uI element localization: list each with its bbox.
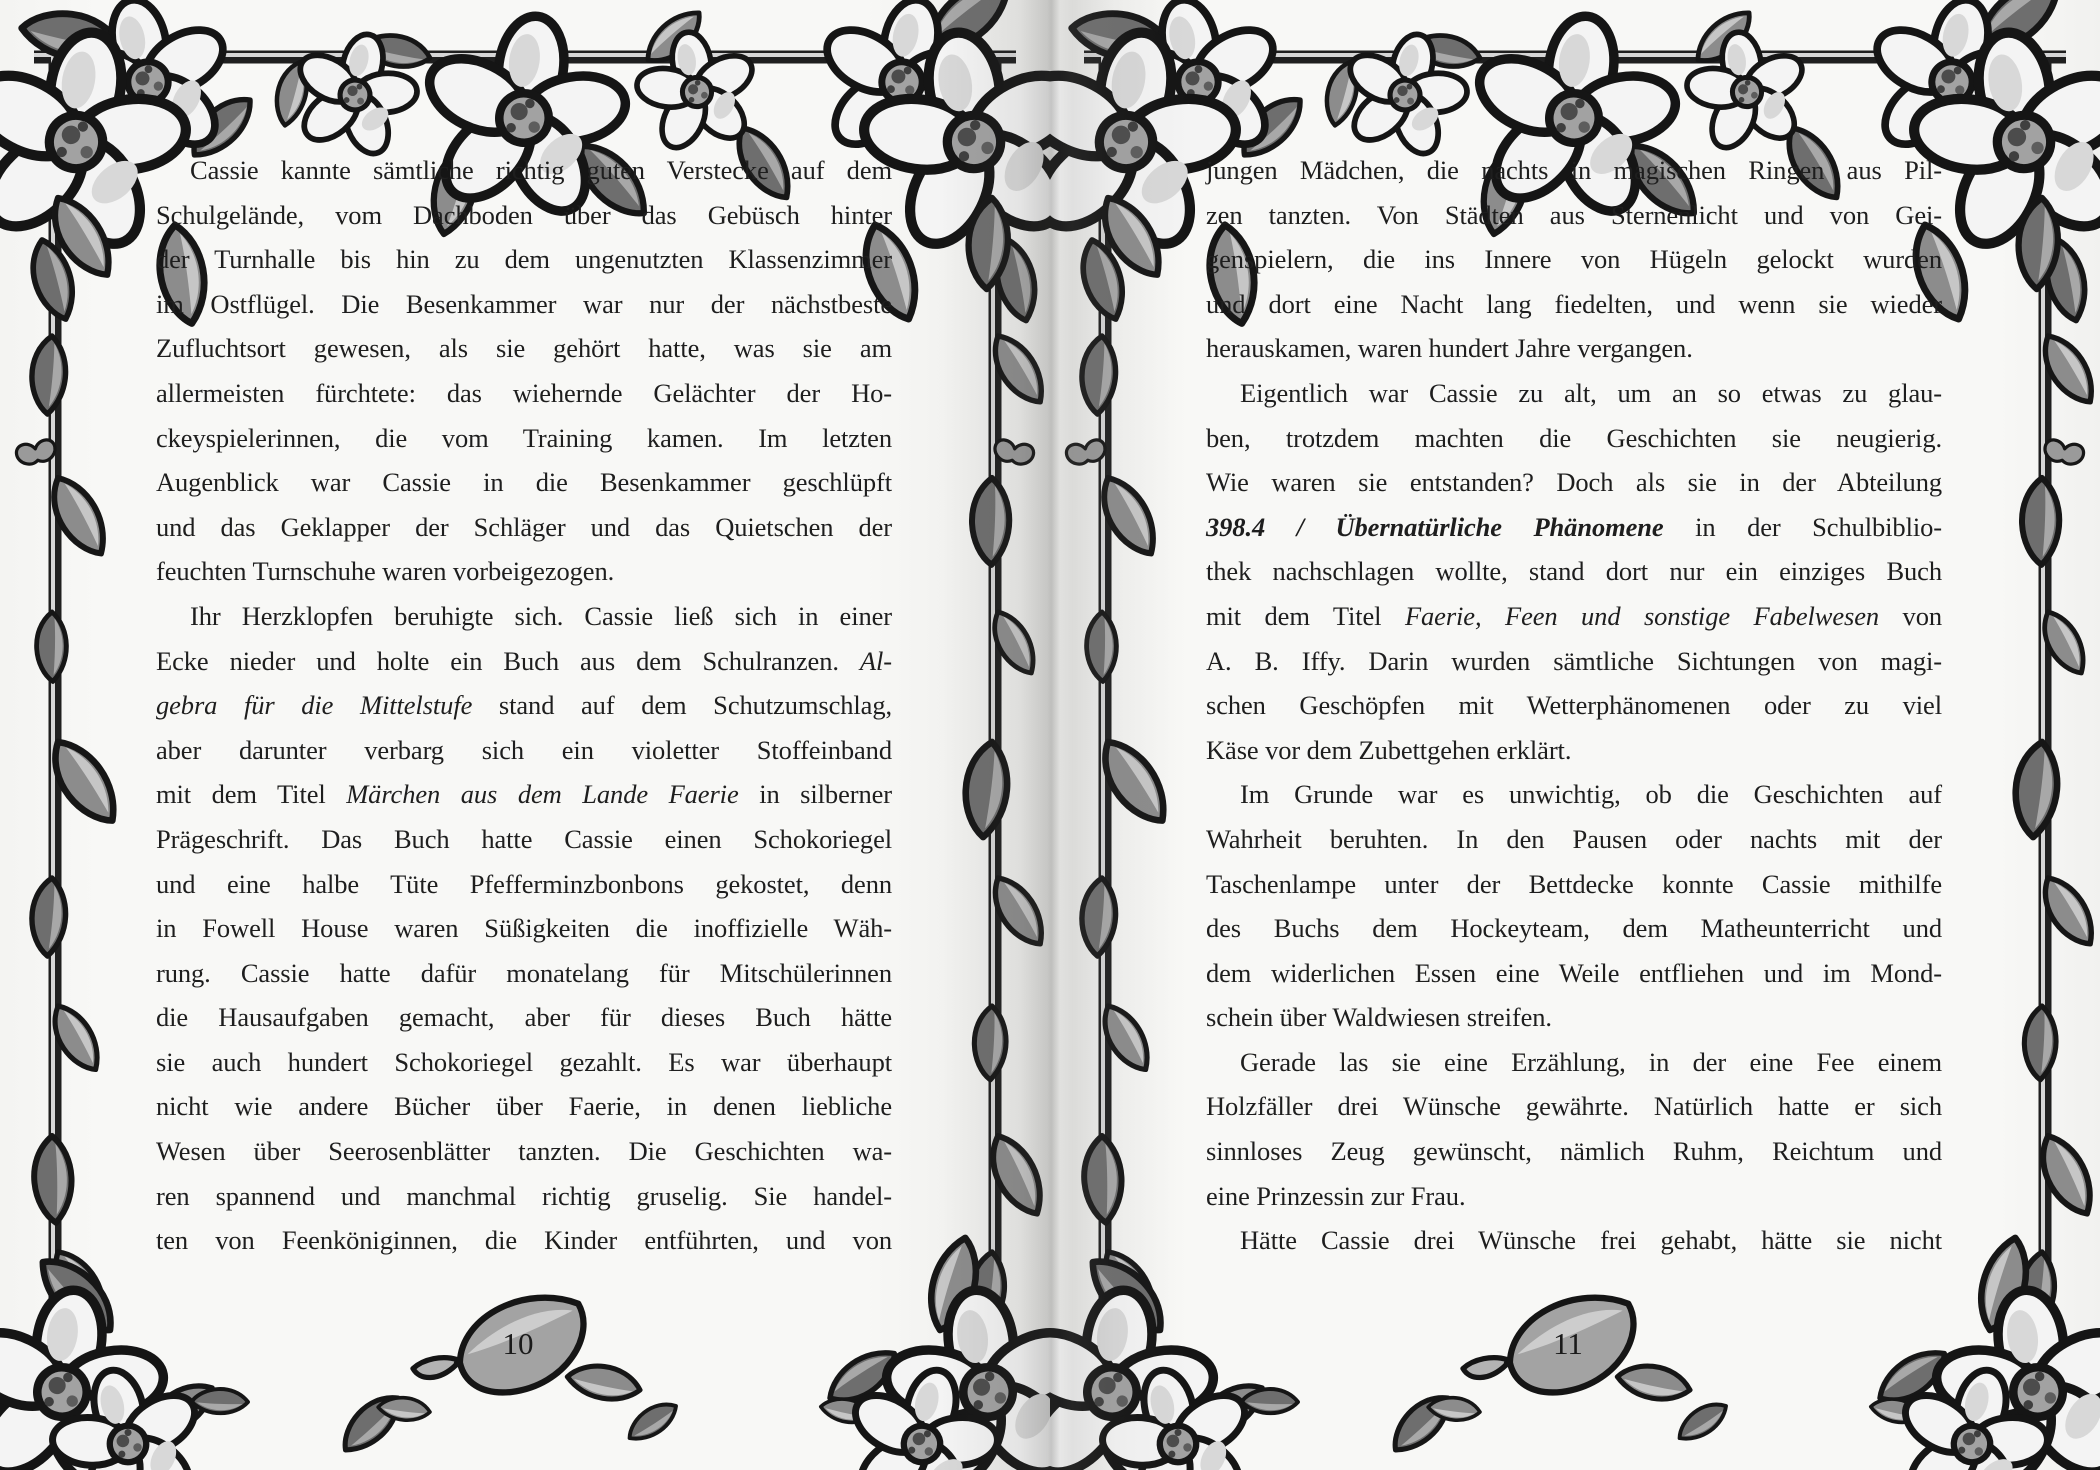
text-line	[156, 460, 892, 505]
text-line	[156, 416, 892, 461]
text-segment: feuchten Turnschuhe waren vorbeigezogen.	[156, 556, 615, 587]
text-line	[1206, 1040, 1942, 1085]
text-line	[156, 683, 892, 728]
text-line	[156, 148, 892, 193]
text-line	[1206, 326, 1942, 371]
text-segment: Wahrheit beruhten. In den Pausen oder nachts mit der	[1206, 823, 1942, 854]
text-segment: ten von Feenköniginnen, die Kinder entführten, und von	[156, 1225, 892, 1256]
text-segment: Al-	[859, 645, 892, 676]
text-segment: stand auf dem Schutzumschlag,	[472, 690, 892, 721]
text-line	[1206, 906, 1942, 951]
text-segment: schein über Waldwiesen streifen.	[1206, 1002, 1552, 1033]
text-line	[1206, 817, 1942, 862]
text-line	[1206, 951, 1942, 996]
text-segment: Ecke nieder und holte ein Buch aus dem Schulranzen.	[156, 645, 860, 676]
text-segment: und eine halbe Tüte Pfefferminzbonbons gekostet, denn	[156, 868, 892, 899]
text-line	[156, 817, 892, 862]
text-segment: Zufluchtsort gewesen, als sie gehört hatte, was sie am	[156, 333, 892, 364]
text-segment: genspielern, die ins Innere von Hügeln gelockt wurden	[1206, 244, 1942, 275]
text-line	[1206, 148, 1942, 193]
text-segment: Gerade las sie eine Erzählung, in der eine Fee einem	[1240, 1046, 1942, 1077]
text-line	[156, 371, 892, 416]
text-line	[156, 505, 892, 550]
text-segment: Holzfäller drei Wünsche gewährte. Natürlich hatte er sich	[1206, 1091, 1942, 1122]
text-line	[1206, 862, 1942, 907]
text-segment: des Buchs dem Hockeyteam, dem Matheunterricht und	[1206, 913, 1942, 944]
text-segment: ckeyspielerinnen, die vom Training kamen. Im letzten	[156, 422, 892, 453]
text-line	[1206, 505, 1942, 550]
text-segment: Taschenlampe unter der Bettdecke konnte Cassie mithilfe	[1206, 868, 1942, 899]
text-line	[156, 237, 892, 282]
text-segment: der Turnhalle bis hin zu dem ungenutzten Klassenzimmer	[156, 244, 892, 275]
text-segment: in silberner	[738, 779, 892, 810]
text-line	[1206, 237, 1942, 282]
text-segment: eine Prinzessin zur Frau.	[1206, 1180, 1466, 1211]
text-line	[156, 549, 892, 594]
text-line	[156, 862, 892, 907]
text-segment: von	[1879, 600, 1942, 631]
text-segment: im Ostflügel. Die Besenkammer war nur der nächstbeste	[156, 288, 892, 319]
text-segment: Augenblick war Cassie in die Besenkammer geschlüpft	[156, 467, 892, 498]
text-line	[156, 906, 892, 951]
text-line	[1206, 371, 1942, 416]
page-number: 11	[1553, 1326, 1583, 1361]
text-line	[1206, 728, 1942, 773]
text-segment: Faerie, Feen und sonstige Fabelwesen	[1404, 600, 1880, 631]
text-line	[1206, 1129, 1942, 1174]
text-segment: Wie waren sie entstanden? Doch als sie in der Abteilung	[1206, 467, 1942, 498]
text-segment: nicht wie andere Bücher über Faerie, in denen liebliche	[156, 1091, 892, 1122]
text-line	[156, 282, 892, 327]
text-line	[1206, 1174, 1942, 1219]
text-line	[1206, 772, 1942, 817]
text-line	[1206, 549, 1942, 594]
text-line	[1206, 282, 1942, 327]
text-segment: die Hausaufgaben gemacht, aber für dieses Buch hätte	[156, 1002, 892, 1033]
text-segment: Käse vor dem Zubettgehen erklärt.	[1206, 734, 1572, 765]
text-line	[156, 772, 892, 817]
text-line	[156, 1174, 892, 1219]
text-segment: Märchen aus dem Lande Faerie	[346, 779, 739, 810]
text-segment: thek nachschlagen wollte, stand dort nur ein einziges Buch	[1206, 556, 1942, 587]
text-segment: Schulgelände, vom Dachboden über das Gebüsch hinter	[156, 199, 892, 230]
text-segment: herauskamen, waren hundert Jahre vergangen.	[1206, 333, 1693, 364]
text-line	[1206, 639, 1942, 684]
text-line	[1206, 683, 1942, 728]
text-line	[156, 728, 892, 773]
text-line	[1206, 416, 1942, 461]
page-number: 10	[502, 1326, 534, 1361]
text-segment: in der Schulbiblio-	[1663, 511, 1942, 542]
text-segment: Im Grunde war es unwichtig, ob die Geschichten auf	[1240, 779, 1942, 810]
text-segment: ben, trotzdem machten die Geschichten sie neugierig.	[1206, 422, 1942, 453]
text-line	[1206, 460, 1942, 505]
text-line	[156, 995, 892, 1040]
text-segment: aber darunter verbarg sich ein violetter Stoffeinband	[156, 734, 892, 765]
text-line	[156, 1084, 892, 1129]
text-segment: Ihr Herzklopfen beruhigte sich. Cassie ließ sich in einer	[190, 600, 892, 631]
text-block	[1206, 148, 1942, 1263]
text-segment: ren spannend und manchmal richtig gruselig. Sie handel-	[156, 1180, 892, 1211]
text-segment: schen Geschöpfen mit Wetterphänomenen oder zu viel	[1206, 690, 1942, 721]
text-line	[156, 1040, 892, 1085]
text-segment: Cassie kannte sämtliche richtig guten Verstecke auf dem	[190, 155, 892, 185]
text-line	[1206, 1218, 1942, 1263]
text-segment: sie auch hundert Schokoriegel gezahlt. Es war überhaupt	[156, 1046, 892, 1077]
text-segment: und das Geklapper der Schläger und das Quietschen der	[156, 511, 892, 542]
text-line	[156, 594, 892, 639]
text-line	[156, 193, 892, 238]
text-segment: Eigentlich war Cassie zu alt, um an so etwas zu glau-	[1240, 377, 1942, 408]
text-segment: Wesen über Seerosenblätter tanzten. Die Geschichten wa-	[156, 1136, 892, 1167]
text-segment: 398.4 / Übernatürliche Phänomene	[1206, 511, 1664, 542]
text-line	[156, 326, 892, 371]
text-line	[1206, 594, 1942, 639]
page-right	[1050, 0, 2100, 1470]
text-line	[156, 1218, 892, 1263]
text-segment: mit dem Titel	[1206, 600, 1405, 631]
text-line	[1206, 1084, 1942, 1129]
text-segment: Prägeschrift. Das Buch hatte Cassie einen Schokoriegel	[156, 823, 892, 854]
text-line	[156, 639, 892, 684]
text-line	[156, 1129, 892, 1174]
text-line	[1206, 995, 1942, 1040]
text-segment: Hätte Cassie drei Wünsche frei gehabt, hätte sie nicht	[1240, 1225, 1942, 1256]
text-segment: allermeisten fürchtete: das wiehernde Gelächter der Ho-	[156, 377, 892, 408]
text-line	[156, 951, 892, 996]
text-segment: A. B. Iffy. Darin wurden sämtliche Sichtungen von magi-	[1206, 645, 1942, 676]
text-segment: jungen Mädchen, die nachts in magischen Ringen aus Pil-	[1206, 155, 1942, 185]
text-segment: sinnloses Zeug gewünscht, nämlich Ruhm, Reichtum und	[1206, 1136, 1942, 1167]
text-segment: und dort eine Nacht lang fiedelten, und wenn sie wieder	[1206, 288, 1942, 319]
text-block	[156, 148, 892, 1263]
text-segment: rung. Cassie hatte dafür monatelang für Mitschülerinnen	[156, 957, 892, 988]
text-segment: zen tanzten. Von Städten aus Sternenlicht und von Gei-	[1206, 199, 1942, 230]
text-segment: in Fowell House waren Süßigkeiten die inoffizielle Wäh-	[156, 913, 892, 944]
text-segment: mit dem Titel	[156, 779, 347, 810]
text-segment: dem widerlichen Essen eine Weile entfliehen und im Mond-	[1206, 957, 1942, 988]
text-segment: gebra für die Mittelstufe	[156, 690, 473, 721]
text-line	[1206, 193, 1942, 238]
